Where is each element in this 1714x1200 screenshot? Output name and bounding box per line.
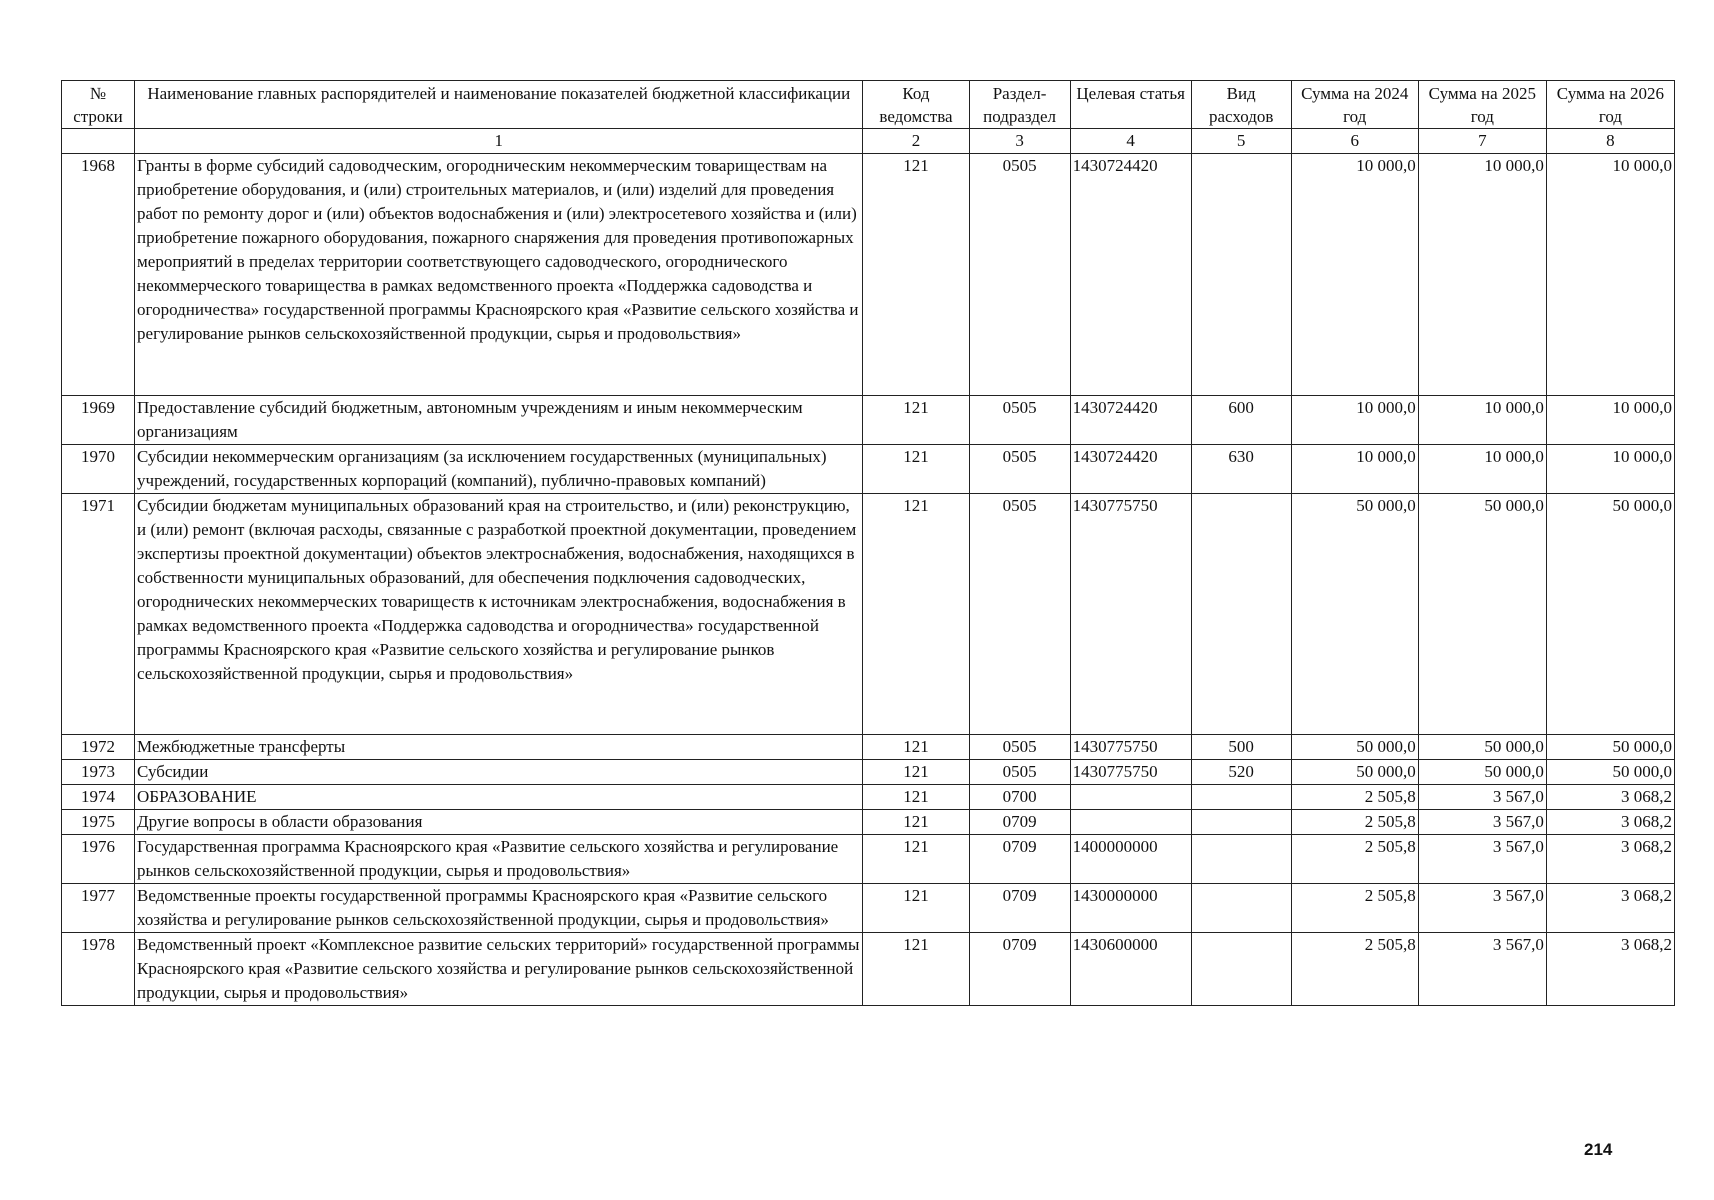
column-number: 5: [1191, 129, 1291, 154]
row-sum-2026: 3 068,2: [1546, 884, 1674, 933]
row-sum-2025: 3 567,0: [1418, 810, 1546, 835]
row-expense-type: [1191, 494, 1291, 735]
row-sum-2025: 10 000,0: [1418, 154, 1546, 396]
row-name: Ведомственный проект «Комплексное развитие сельских территорий» государственной программы Красноярского края «Развитие сельского хозяйства и регулирование рынков сельскохозяйственной продукции, сырья и продовольствия»: [135, 933, 863, 1006]
column-number: 3: [969, 129, 1070, 154]
row-number: 1973: [62, 760, 135, 785]
row-sum-2026: 50 000,0: [1546, 494, 1674, 735]
row-sum-2024: 2 505,8: [1291, 835, 1418, 884]
row-sum-2024: 2 505,8: [1291, 933, 1418, 1006]
row-sum-2024: 10 000,0: [1291, 396, 1418, 445]
row-target-article: 1430600000: [1070, 933, 1191, 1006]
row-sum-2025: 3 567,0: [1418, 933, 1546, 1006]
row-section: 0709: [969, 835, 1070, 884]
row-section: 0709: [969, 884, 1070, 933]
column-number: 1: [135, 129, 863, 154]
row-target-article: 1430775750: [1070, 735, 1191, 760]
table-row: [62, 735, 1675, 760]
column-number: 7: [1418, 129, 1546, 154]
header-section: Раздел-подраздел: [969, 81, 1070, 129]
row-expense-type: 630: [1191, 445, 1291, 494]
row-department-code: 121: [863, 735, 969, 760]
row-sum-2025: 3 567,0: [1418, 884, 1546, 933]
column-number: 2: [863, 129, 969, 154]
row-target-article: 1400000000: [1070, 835, 1191, 884]
row-target-article: 1430775750: [1070, 760, 1191, 785]
row-department-code: 121: [863, 396, 969, 445]
row-name: Субсидии некоммерческим организациям (за исключением государственных (муниципальных) учреждений, государственных корпораций (компаний), публично-правовых компаний): [135, 445, 863, 494]
row-name: Предоставление субсидий бюджетным, автономным учреждениям и иным некоммерческим организациям: [135, 396, 863, 445]
row-sum-2026: 50 000,0: [1546, 735, 1674, 760]
column-number: 6: [1291, 129, 1418, 154]
header-name: Наименование главных распорядителей и наименование показателей бюджетной классификации: [135, 81, 863, 129]
row-target-article: 1430724420: [1070, 445, 1191, 494]
row-expense-type: [1191, 933, 1291, 1006]
row-target-article: 1430000000: [1070, 884, 1191, 933]
header-target-article: Целевая статья: [1070, 81, 1191, 129]
row-department-code: 121: [863, 884, 969, 933]
table-row: [62, 810, 1675, 835]
row-target-article: [1070, 785, 1191, 810]
row-sum-2024: 10 000,0: [1291, 445, 1418, 494]
row-sum-2026: 10 000,0: [1546, 445, 1674, 494]
row-department-code: 121: [863, 445, 969, 494]
row-number: 1977: [62, 884, 135, 933]
row-number: 1970: [62, 445, 135, 494]
row-number: 1969: [62, 396, 135, 445]
row-department-code: 121: [863, 835, 969, 884]
row-sum-2024: 50 000,0: [1291, 494, 1418, 735]
column-number: 4: [1070, 129, 1191, 154]
row-sum-2025: 3 567,0: [1418, 785, 1546, 810]
page-number: 214: [1584, 1140, 1613, 1159]
row-sum-2025: 50 000,0: [1418, 494, 1546, 735]
row-target-article: [1070, 810, 1191, 835]
row-expense-type: [1191, 835, 1291, 884]
row-number: 1976: [62, 835, 135, 884]
header-department-code: Код ведомства: [863, 81, 969, 129]
row-expense-type: [1191, 810, 1291, 835]
row-section: 0505: [969, 154, 1070, 396]
row-section: 0709: [969, 810, 1070, 835]
row-number: 1971: [62, 494, 135, 735]
row-expense-type: 520: [1191, 760, 1291, 785]
row-section: 0505: [969, 396, 1070, 445]
row-sum-2025: 10 000,0: [1418, 445, 1546, 494]
row-sum-2026: 10 000,0: [1546, 396, 1674, 445]
table-row: [62, 785, 1675, 810]
row-sum-2026: 3 068,2: [1546, 933, 1674, 1006]
row-department-code: 121: [863, 494, 969, 735]
table-row: [62, 396, 1675, 445]
row-name: Другие вопросы в области образования: [135, 810, 863, 835]
table-row: [62, 760, 1675, 785]
row-name: ОБРАЗОВАНИЕ: [135, 785, 863, 810]
row-section: 0505: [969, 760, 1070, 785]
budget-table: [61, 80, 1675, 1006]
row-sum-2024: 2 505,8: [1291, 810, 1418, 835]
row-expense-type: 500: [1191, 735, 1291, 760]
row-name: Межбюджетные трансферты: [135, 735, 863, 760]
row-number: 1968: [62, 154, 135, 396]
row-target-article: 1430724420: [1070, 396, 1191, 445]
row-sum-2025: 50 000,0: [1418, 735, 1546, 760]
table-row: [62, 835, 1675, 884]
row-sum-2024: 50 000,0: [1291, 760, 1418, 785]
row-expense-type: 600: [1191, 396, 1291, 445]
row-target-article: 1430775750: [1070, 494, 1191, 735]
row-department-code: 121: [863, 785, 969, 810]
row-sum-2026: 10 000,0: [1546, 154, 1674, 396]
table-row: [62, 494, 1675, 735]
row-sum-2026: 3 068,2: [1546, 835, 1674, 884]
row-sum-2024: 10 000,0: [1291, 154, 1418, 396]
row-expense-type: [1191, 884, 1291, 933]
table-row: [62, 884, 1675, 933]
row-name: Государственная программа Красноярского края «Развитие сельского хозяйства и регулирование рынков сельскохозяйственной продукции, сырья и продовольствия»: [135, 835, 863, 884]
row-sum-2024: 2 505,8: [1291, 884, 1418, 933]
column-number: 8: [1546, 129, 1674, 154]
table-row: [62, 933, 1675, 1006]
row-number: 1975: [62, 810, 135, 835]
row-section: 0709: [969, 933, 1070, 1006]
row-name: Субсидии бюджетам муниципальных образований края на строительство, и (или) реконструкцию, и (или) ремонт (включая расходы, связанные с разработкой проектной документации, проведением экспертизы проектной документации) объектов электроснабжения, водоснабжения, находящихся в собственности муниципальных образований, для обеспечения подключения садоводческих, огороднических некоммерческих товариществ к источникам электроснабжения, водоснабжения в рамках ведомственного проекта «Поддержка садоводства и огородничества» государственной программы Красноярского края «Развитие сельского хозяйства и регулирование рынков сельскохозяйственной продукции, сырья и продовольствия»: [135, 494, 863, 735]
table-row: [62, 445, 1675, 494]
row-sum-2024: 50 000,0: [1291, 735, 1418, 760]
row-sum-2026: 50 000,0: [1546, 760, 1674, 785]
row-expense-type: [1191, 154, 1291, 396]
row-department-code: 121: [863, 760, 969, 785]
row-name: Гранты в форме субсидий садоводческим, огородническим некоммерческим товариществам на приобретение оборудования, и (или) строительных материалов, и (или) изделий для проведения работ по ремонту дорог и (или) объектов водоснабжения и (или) электросетевого хозяйства и (или) приобретение пожарного оборудования, пожарного снаряжения для проведения противопожарных мероприятий в пределах территории соответствующего садоводческого, огороднического некоммерческого товарищества в рамках ведомственного проекта «Поддержка садоводства и огородничества» государственной программы Красноярского края «Развитие сельского хозяйства и регулирование рынков сельскохозяйственной продукции, сырья и продовольствия»: [135, 154, 863, 396]
row-sum-2026: 3 068,2: [1546, 785, 1674, 810]
row-department-code: 121: [863, 154, 969, 396]
row-department-code: 121: [863, 810, 969, 835]
row-section: 0700: [969, 785, 1070, 810]
row-section: 0505: [969, 494, 1070, 735]
row-department-code: 121: [863, 933, 969, 1006]
budget-sheet: [61, 80, 1675, 1006]
row-sum-2025: 10 000,0: [1418, 396, 1546, 445]
header-row-number: № строки: [62, 81, 135, 129]
row-section: 0505: [969, 445, 1070, 494]
row-sum-2026: 3 068,2: [1546, 810, 1674, 835]
row-sum-2025: 3 567,0: [1418, 835, 1546, 884]
row-section: 0505: [969, 735, 1070, 760]
row-target-article: 1430724420: [1070, 154, 1191, 396]
header-expense-type: Вид расходов: [1191, 81, 1291, 129]
row-sum-2024: 2 505,8: [1291, 785, 1418, 810]
row-sum-2025: 50 000,0: [1418, 760, 1546, 785]
header-sum-2025: Сумма на 2025 год: [1418, 81, 1546, 129]
column-number-row: [62, 129, 1675, 154]
header-sum-2024: Сумма на 2024 год: [1291, 81, 1418, 129]
row-number: 1978: [62, 933, 135, 1006]
row-number: 1974: [62, 785, 135, 810]
table-row: [62, 154, 1675, 396]
row-expense-type: [1191, 785, 1291, 810]
row-name: Ведомственные проекты государственной программы Красноярского края «Развитие сельского хозяйства и регулирование рынков сельскохозяйственной продукции, сырья и продовольствия»: [135, 884, 863, 933]
column-number: [62, 129, 135, 154]
row-number: 1972: [62, 735, 135, 760]
table-header-row: [62, 81, 1675, 129]
row-name: Субсидии: [135, 760, 863, 785]
header-sum-2026: Сумма на 2026 год: [1546, 81, 1674, 129]
